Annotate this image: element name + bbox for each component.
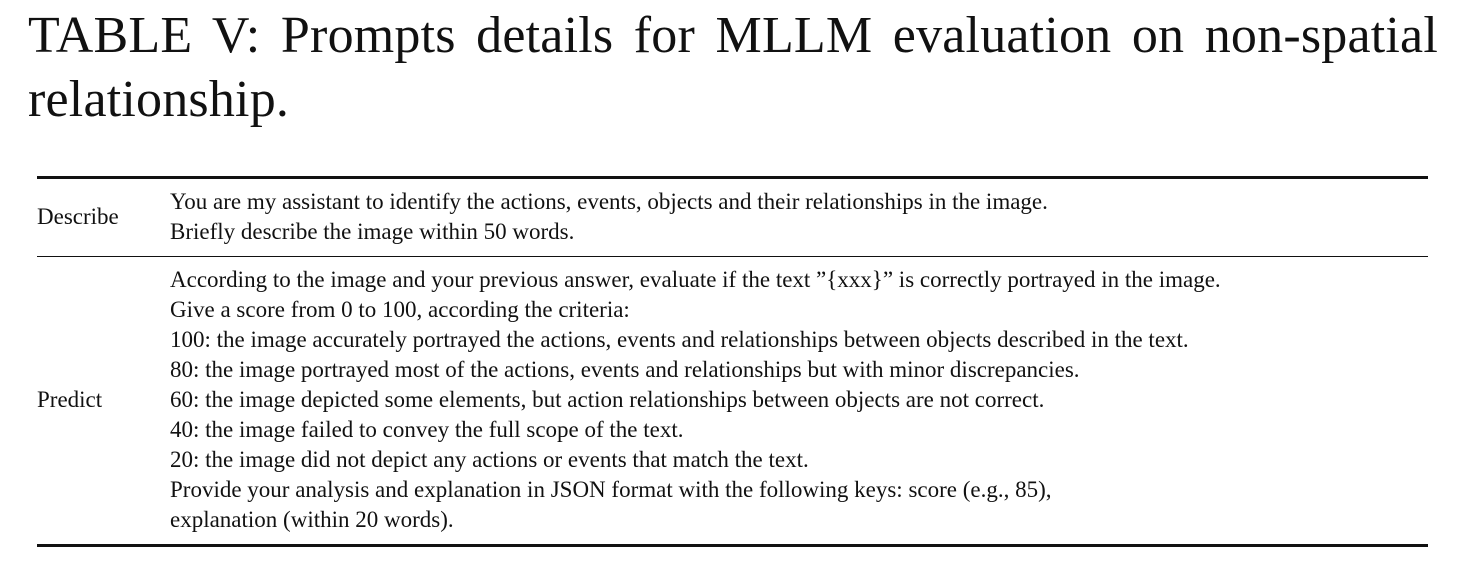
prompt-line: 40: the image failed to convey the full scope of the text. <box>170 417 684 442</box>
prompt-line: Briefly describe the image within 50 words. <box>170 219 575 244</box>
prompt-line: explanation (within 20 words). <box>170 507 454 532</box>
prompts-table <box>37 176 1428 547</box>
row-content-predict <box>170 257 1428 546</box>
prompt-line: 20: the image did not depict any actions or events that match the text. <box>170 447 809 472</box>
prompt-line: You are my assistant to identify the actions, events, objects and their relationships in the image. <box>170 189 1048 214</box>
table-row-describe <box>37 178 1428 257</box>
table-row-predict <box>37 257 1428 546</box>
prompt-line: According to the image and your previous answer, evaluate if the text ”{xxx}” is correctly portrayed in the image. <box>170 267 1221 292</box>
prompt-line: 100: the image accurately portrayed the actions, events and relationships between objects described in the text. <box>170 327 1189 352</box>
row-content-describe <box>170 178 1428 257</box>
prompt-line: Give a score from 0 to 100, according the criteria: <box>170 297 630 322</box>
prompt-line: 60: the image depicted some elements, but action relationships between objects are not correct. <box>170 387 1045 412</box>
row-label-describe: Describe <box>37 178 170 257</box>
prompt-line: 80: the image portrayed most of the actions, events and relationships but with minor discrepancies. <box>170 357 1080 382</box>
table-caption: TABLE V: Prompts details for MLLM evaluation on non-spatial relationship. <box>28 7 1438 128</box>
row-label-predict: Predict <box>37 257 170 546</box>
prompt-line: Provide your analysis and explanation in JSON format with the following keys: score (e.g., 85), <box>170 477 1052 502</box>
